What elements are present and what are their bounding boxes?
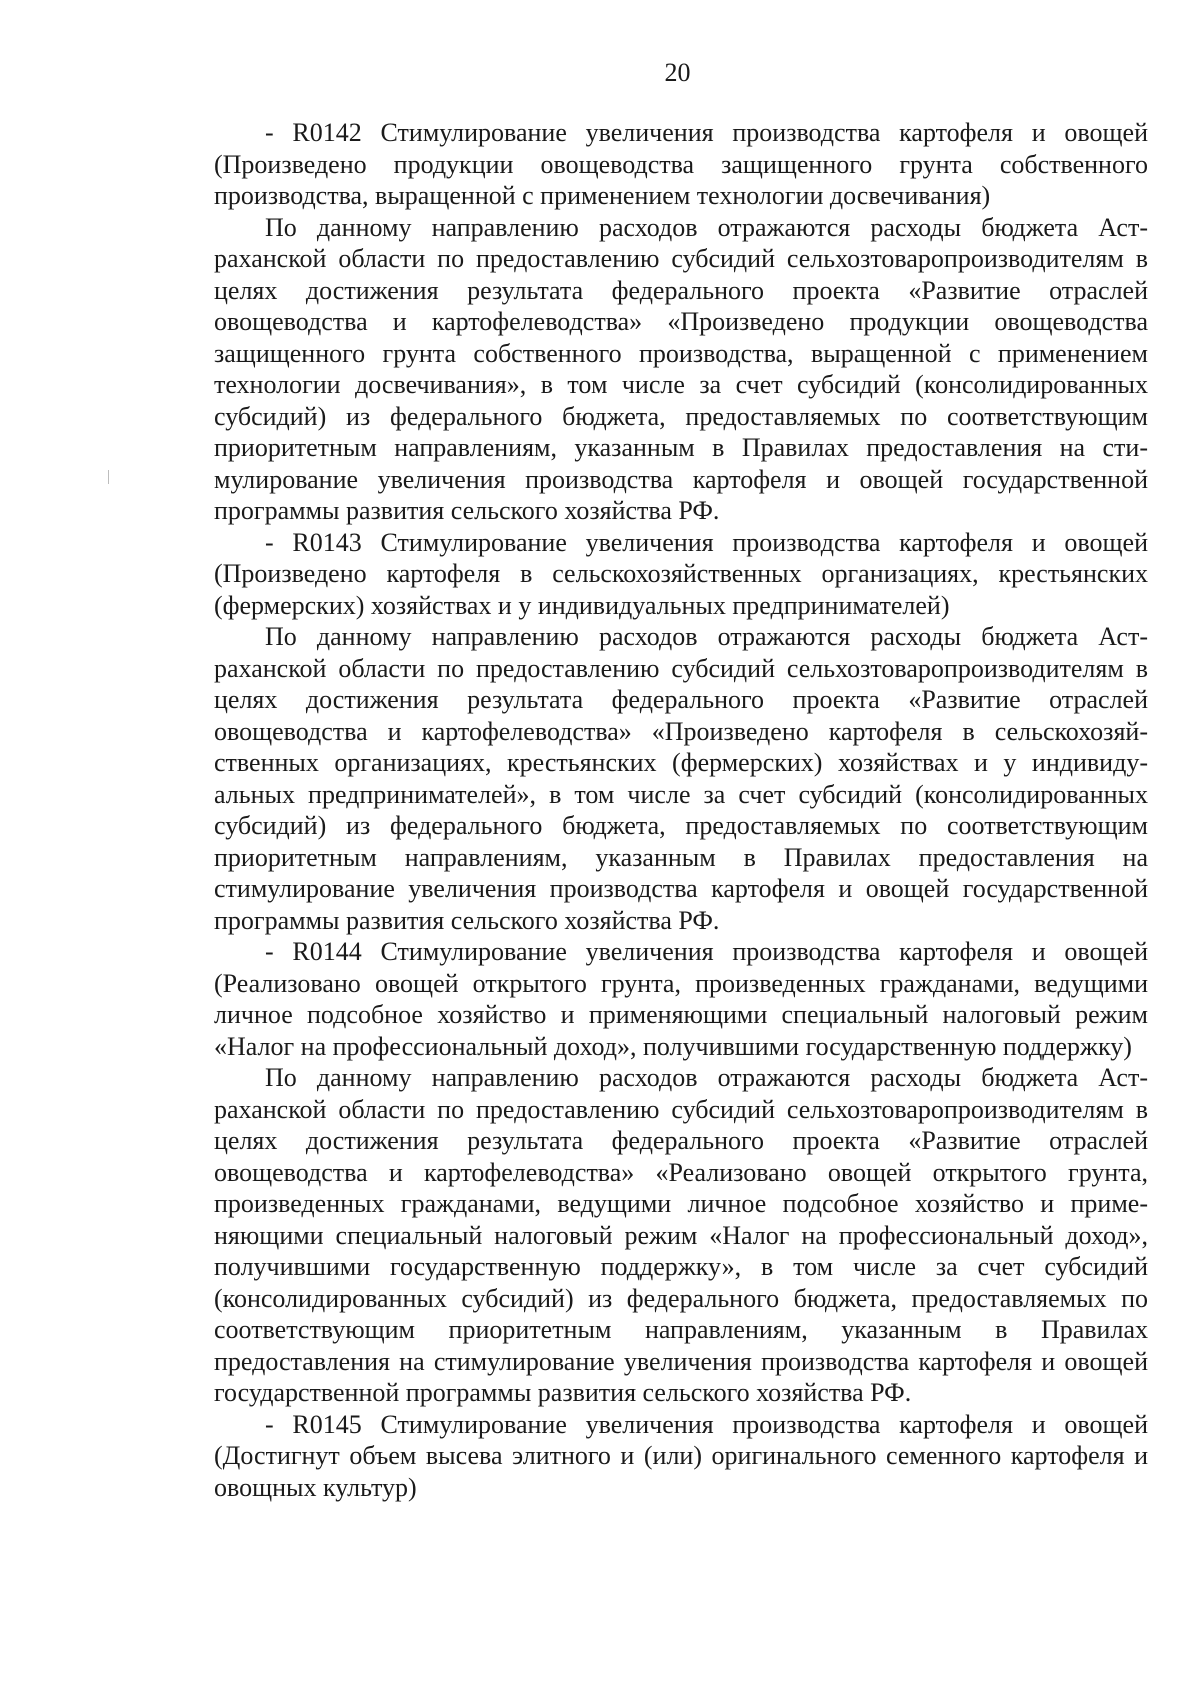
paragraph-r0142-description: По данному направлению расходов отражаются расходы бюджета Астраханской области по предоставлению субсидий сельхозтоваропроизводителям в целях достижения результата федерального проекта «Развитие отраслей овощеводства и картофелеводства» «Произведено продукции овощеводства защищенного грунта собственного производства, выращенной с применением технологии досвечивания», в том числе за счет субсидий (консолидированных субсидий) из федерального бюджета, предоставляемых по соответствующим приоритетным направлениям, указанным в Правилах предоставления на стимулирование увеличения производства картофеля и овощей государственной программы развития сельского хозяйства РФ. [214,212,1148,525]
paragraph-r0143-description: По данному направлению расходов отражаются расходы бюджета Астраханской области по предоставлению субсидий сельхозтоваропроизводителям в целях достижения результата федерального проекта «Развитие отраслей овощеводства и картофелеводства» «Произведено картофеля в сельскохозяйственных организациях, крестьянских (фермерских) хозяйствах и у индивидуальных предпринимателей», в том числе за счет субсидий (консолидированных субсидий) из федерального бюджета, предоставляемых по соответствующим приоритетным направлениям, указанным в Правилах предоставления на стимулирование увеличения производства картофеля и овощей государственной программы развития сельского хозяйства РФ. [214,622,1148,935]
margin-mark [108,470,109,484]
paragraph-r0144-heading: - R0144 Стимулирование увеличения производства картофеля и овощей (Реализовано овощей открытого грунта, произведенных гражданами, ведущими личное подсобное хозяйство и применяющими специальный налоговый режим «Налог на профессиональный доход», получившими государственную поддержку) [214,937,1148,1061]
paragraph-r0144-description: По данному направлению расходов отражаются расходы бюджета Астраханской области по предоставлению субсидий сельхозтоваропроизводителям в целях достижения результата федерального проекта «Развитие отраслей овощеводства и картофелеводства» «Реализовано овощей открытого грунта, произведенных гражданами, ведущими личное подсобное хозяйство и применяющими специальный налоговый режим «Налог на профессиональный доход», получившими государственную поддержку», в том числе за счет субсидий (консолидированных субсидий) из федерального бюджета, предоставляемых по соответствующим приоритетным направлениям, указанным в Правилах предоставления на стимулирование увеличения производства картофеля и овощей государственной программы развития сельского хозяйства РФ. [214,1063,1148,1407]
page-number: 20 [664,58,691,87]
paragraph-r0143-heading: - R0143 Стимулирование увеличения производства картофеля и овощей (Произведено картофеля в сельскохозяйственных организациях, крестьянских (фермерских) хозяйствах и у индивидуальных предпринимателей) [214,527,1148,620]
document-body [214,117,1148,1503]
paragraph-r0142-heading: - R0142 Стимулирование увеличения производства картофеля и овощей (Произведено продукции овощеводства защищенного грунта собственного производства, выращенной с применением технологии досвечивания) [214,118,1148,210]
paragraph-r0145-heading: - R0145 Стимулирование увеличения производства картофеля и овощей (Достигнут объем высева элитного и (или) оригинального семенного картофеля и овощных культур) [214,1409,1148,1502]
